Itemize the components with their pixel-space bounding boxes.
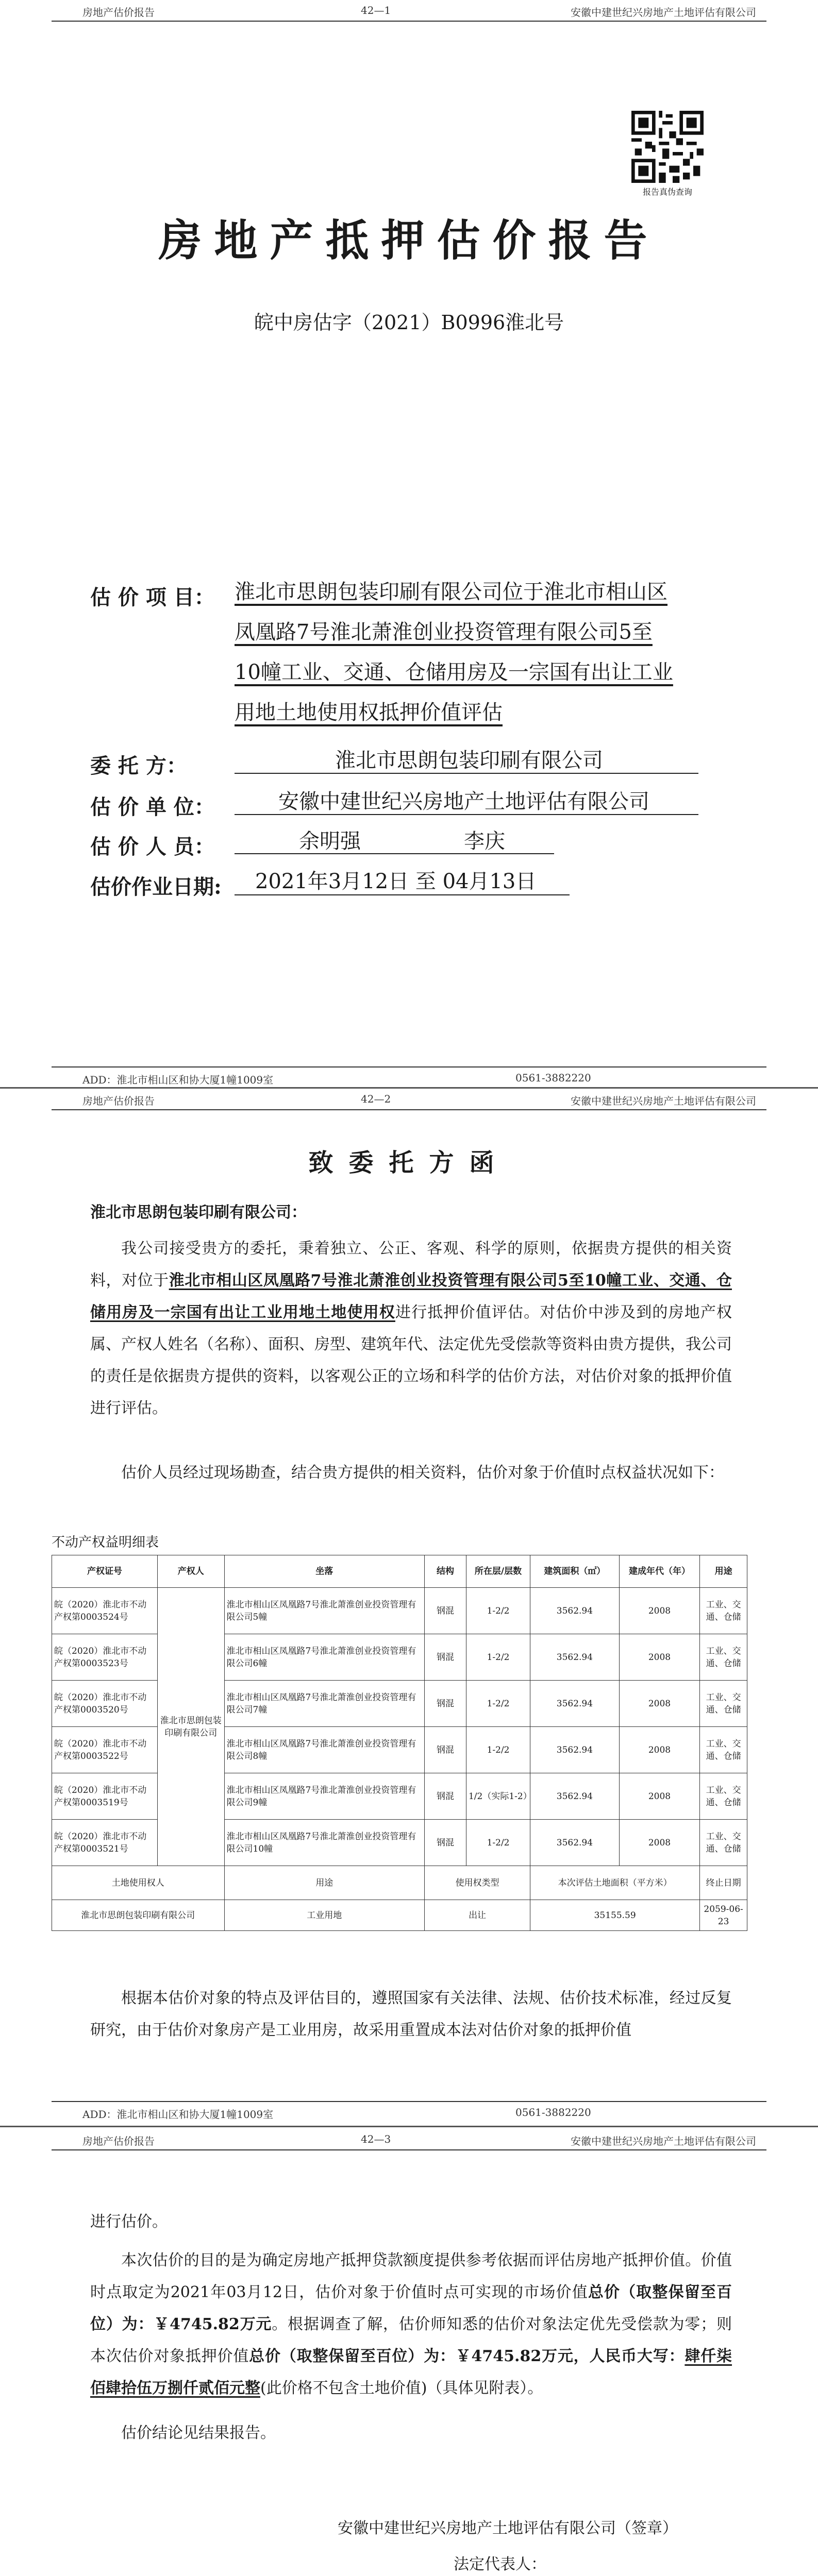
- cell-cert: 皖（2020）淮北市不动产权第0003519号: [52, 1773, 158, 1820]
- col-cert: 产权证号: [52, 1555, 158, 1588]
- header-page-number: 42—2: [361, 1093, 391, 1105]
- cell-location: 淮北市相山区凤凰路7号淮北萧淮创业投资管理有限公司10幢: [224, 1820, 425, 1866]
- underline: [235, 894, 570, 895]
- table-row: [52, 1681, 747, 1727]
- staff-member: 余明强: [299, 829, 361, 853]
- footer-phone: 0561-3882220: [515, 1072, 591, 1084]
- project-label: 估 价 项 目：: [90, 585, 215, 609]
- cell-area: 3562.94: [530, 1681, 620, 1727]
- cell-structure: 钢混: [425, 1588, 466, 1634]
- land-col-area: 本次评估土地面积（平方米）: [530, 1866, 700, 1900]
- cell-cert: 皖（2020）淮北市不动产权第0003521号: [52, 1820, 158, 1866]
- cell-location: 淮北市相山区凤凰路7号淮北萧淮创业投资管理有限公司6幢: [224, 1634, 425, 1681]
- cell-floor: 1-2/2: [466, 1727, 530, 1773]
- table-header-row: [52, 1555, 747, 1588]
- p4-part: 本次估价的目的是为确定房地产抵押贷款额度提供参考依据而评估房地产抵押价值。价值时点取定为2021年03月12日，估价对象于价值时点可实现的市场价值: [90, 2251, 732, 2301]
- report-number: 皖中房估字（2021）B0996淮北号: [254, 311, 564, 334]
- page-header: [52, 2129, 766, 2150]
- letter-paragraph-5: 估价结论见结果报告。: [121, 2424, 276, 2442]
- letter-recipient: 淮北市思朗包装印刷有限公司：: [90, 1204, 307, 1222]
- cell-floor: 1/2（实际1-2）: [466, 1773, 530, 1820]
- letter-paragraph-4: [90, 2245, 732, 2404]
- p4-mortgage-value: 总价（取整保留至百位）为：￥4745.82万元，人民币大写：: [249, 2347, 685, 2365]
- letter-paragraph-1: [90, 1233, 732, 1425]
- cell-year: 2008: [619, 1727, 699, 1773]
- underline: [235, 853, 554, 854]
- cell-use: 工业、交通、仓储: [700, 1820, 747, 1866]
- footer-address: ADD：淮北市相山区和协大厦1幢1009室: [82, 2108, 274, 2121]
- land-col-type: 使用权类型: [425, 1866, 530, 1900]
- staff-member: 李庆: [464, 829, 505, 853]
- cell-year: 2008: [619, 1820, 699, 1866]
- project-line: 10幢工业、交通、仓储用房及一宗国有出让工业: [235, 660, 673, 684]
- report-title: 房地产抵押估价报告: [158, 215, 660, 266]
- cell-year: 2008: [619, 1681, 699, 1727]
- letter-paragraph-2: 估价人员经过现场勘查，结合贵方提供的相关资料，估价对象于价值时点权益状况如下：: [121, 1464, 724, 1482]
- cell-use: 工业、交通、仓储: [700, 1681, 747, 1727]
- cell-floor: 1-2/2: [466, 1588, 530, 1634]
- property-table: [52, 1555, 747, 1931]
- p1-subject: 淮北市相山区凤凰路7号淮北萧淮创业投资管理有限公司5至10幢工业、交通、仓储用房及一宗国有出让工业用地土地使用权: [90, 1272, 732, 1321]
- land-header-row: [52, 1866, 747, 1900]
- header-page-number: 42—1: [361, 4, 391, 16]
- col-floor: 所在层/层数: [466, 1555, 530, 1588]
- land-col-holder: 土地使用权人: [52, 1866, 225, 1900]
- col-area: 建筑面积（㎡）: [530, 1555, 620, 1588]
- land-cell-holder: 淮北市思朗包装印刷有限公司: [52, 1900, 225, 1931]
- cell-location: 淮北市相山区凤凰路7号淮北萧淮创业投资管理有限公司9幢: [224, 1773, 425, 1820]
- cell-owner: 淮北市思朗包装印刷有限公司: [158, 1588, 225, 1866]
- cell-cert: 皖（2020）淮北市不动产权第0003523号: [52, 1634, 158, 1681]
- table-row: [52, 1820, 747, 1866]
- cell-structure: 钢混: [425, 1820, 466, 1866]
- cell-structure: 钢混: [425, 1727, 466, 1773]
- cell-structure: 钢混: [425, 1681, 466, 1727]
- col-owner: 产权人: [158, 1555, 225, 1588]
- header-right: 安徽中建世纪兴房地产土地评估有限公司: [571, 1095, 756, 1107]
- header-left: 房地产估价报告: [82, 6, 155, 19]
- cell-use: 工业、交通、仓储: [700, 1773, 747, 1820]
- cell-use: 工业、交通、仓储: [700, 1634, 747, 1681]
- col-location: 坐落: [224, 1555, 425, 1588]
- project-line: 凤凰路7号淮北萧淮创业投资管理有限公司5至: [235, 620, 653, 644]
- letter-page-continued: [0, 2129, 818, 2576]
- cell-cert: 皖（2020）淮北市不动产权第0003522号: [52, 1727, 158, 1773]
- cell-area: 3562.94: [530, 1634, 620, 1681]
- date-label: 估价作业日期:: [90, 875, 222, 899]
- legal-representative: 法定代表人：: [454, 2555, 546, 2573]
- col-use: 用途: [700, 1555, 747, 1588]
- appraiser-label: 估 价 单 位：: [90, 795, 215, 819]
- land-col-end: 终止日期: [700, 1866, 747, 1900]
- cell-use: 工业、交通、仓储: [700, 1727, 747, 1773]
- p4-part: (此价格不包含土地价值)（具体见附表）。: [260, 2379, 543, 2397]
- land-cell-end: 2059-06-23: [700, 1900, 747, 1931]
- col-year: 建成年代（年）: [619, 1555, 699, 1588]
- land-cell-type: 出让: [425, 1900, 530, 1931]
- page-footer: [52, 2101, 766, 2123]
- underline: [235, 773, 698, 774]
- footer-address: ADD：淮北市相山区和协大厦1幢1009室: [82, 1074, 274, 1086]
- footer-phone: 0561-3882220: [515, 2106, 591, 2119]
- cell-cert: 皖（2020）淮北市不动产权第0003520号: [52, 1681, 158, 1727]
- project-line: 淮北市思朗包装印刷有限公司位于淮北市相山区: [235, 580, 667, 604]
- p1-post: 进行抵押价值评估。对估价中涉及到的房地产权属、产权人姓名（名称）、面积、房型、建筑年代、法定优先受偿款等资料由贵方提供，我公司的责任是依据贵方提供的资料，以客观公正的立场和科学的估价方法，对估价对象的抵押价值进行评估。: [90, 1303, 732, 1417]
- cell-structure: 钢混: [425, 1773, 466, 1820]
- cell-year: 2008: [619, 1773, 699, 1820]
- date-value: 2021年3月12日 至 04月13日: [255, 870, 537, 893]
- cell-area: 3562.94: [530, 1773, 620, 1820]
- cell-structure: 钢混: [425, 1634, 466, 1681]
- client-value: 淮北市思朗包装印刷有限公司: [335, 749, 603, 772]
- header-left: 房地产估价报告: [82, 2135, 155, 2147]
- company-signature: 安徽中建世纪兴房地产土地评估有限公司（签章）: [338, 2519, 678, 2537]
- cell-location: 淮北市相山区凤凰路7号淮北萧淮创业投资管理有限公司7幢: [224, 1681, 425, 1727]
- page-footer: [52, 1066, 766, 1088]
- land-col-use: 用途: [224, 1866, 425, 1900]
- qr-code-icon[interactable]: [631, 111, 704, 183]
- header-right: 安徽中建世纪兴房地产土地评估有限公司: [571, 6, 756, 19]
- land-row: [52, 1900, 747, 1931]
- p4-market-value: 总价（取整保留至百位）为：￥4745.82万元: [90, 2283, 732, 2333]
- cell-cert: 皖（2020）淮北市不动产权第0003524号: [52, 1588, 158, 1634]
- cell-area: 3562.94: [530, 1820, 620, 1866]
- project-line: 用地土地使用权抵押价值评估: [235, 701, 503, 724]
- cell-year: 2008: [619, 1588, 699, 1634]
- cell-area: 3562.94: [530, 1588, 620, 1634]
- header-page-number: 42—3: [361, 2133, 391, 2145]
- land-cell-area: 35155.59: [530, 1900, 700, 1931]
- cell-floor: 1-2/2: [466, 1681, 530, 1727]
- header-left: 房地产估价报告: [82, 1095, 155, 1107]
- project-value: [235, 572, 740, 733]
- cell-location: 淮北市相山区凤凰路7号淮北萧淮创业投资管理有限公司5幢: [224, 1588, 425, 1634]
- land-cell-use: 工业用地: [224, 1900, 425, 1931]
- cell-floor: 1-2/2: [466, 1820, 530, 1866]
- letter-paragraph-3-continued: 进行估价。: [90, 2213, 168, 2231]
- col-structure: 结构: [425, 1555, 466, 1588]
- client-label: 委 托 方：: [90, 754, 187, 778]
- appraiser-value: 安徽中建世纪兴房地产土地评估有限公司: [278, 790, 649, 814]
- letter-title: 致委托方函: [308, 1148, 510, 1177]
- underline: [235, 814, 698, 815]
- qr-caption: 报告真伪查询: [642, 187, 692, 197]
- letter-paragraph-3: 根据本估价对象的特点及评估目的，遵照国家有关法律、法规、估价技术标准，经过反复研究，由于估价对象房产是工业用房，故采用重置成本法对估价对象的抵押价值: [90, 1989, 732, 2039]
- table-row: [52, 1727, 747, 1773]
- page-separator: [0, 2126, 818, 2127]
- cell-floor: 1-2/2: [466, 1634, 530, 1681]
- letter-page: [0, 1089, 818, 2169]
- cell-year: 2008: [619, 1634, 699, 1681]
- cell-location: 淮北市相山区凤凰路7号淮北萧淮创业投资管理有限公司8幢: [224, 1727, 425, 1773]
- table-caption: 不动产权益明细表: [52, 1535, 159, 1550]
- cover-page: [0, 0, 818, 1086]
- p4-part: 。根据调查了解，估价师知悉的估价对象法定优先受偿款为零；则本次估价对象抵押价值: [90, 2315, 732, 2365]
- table-row: [52, 1634, 747, 1681]
- table-row: [52, 1588, 747, 1634]
- cell-use: 工业、交通、仓储: [700, 1588, 747, 1634]
- p4-value-in-words: 肆仟柒佰肆拾伍万捌仟贰佰元整: [90, 2347, 732, 2397]
- staff-label: 估 价 人 员：: [90, 835, 215, 859]
- header-right: 安徽中建世纪兴房地产土地评估有限公司: [571, 2135, 756, 2147]
- cell-area: 3562.94: [530, 1727, 620, 1773]
- p1-pre: 我公司接受贵方的委托，秉着独立、公正、客观、科学的原则，依据贵方提供的相关资料，对位于: [90, 1240, 732, 1290]
- page-header: [52, 0, 766, 22]
- table-row: [52, 1773, 747, 1820]
- page-header: [52, 1089, 766, 1110]
